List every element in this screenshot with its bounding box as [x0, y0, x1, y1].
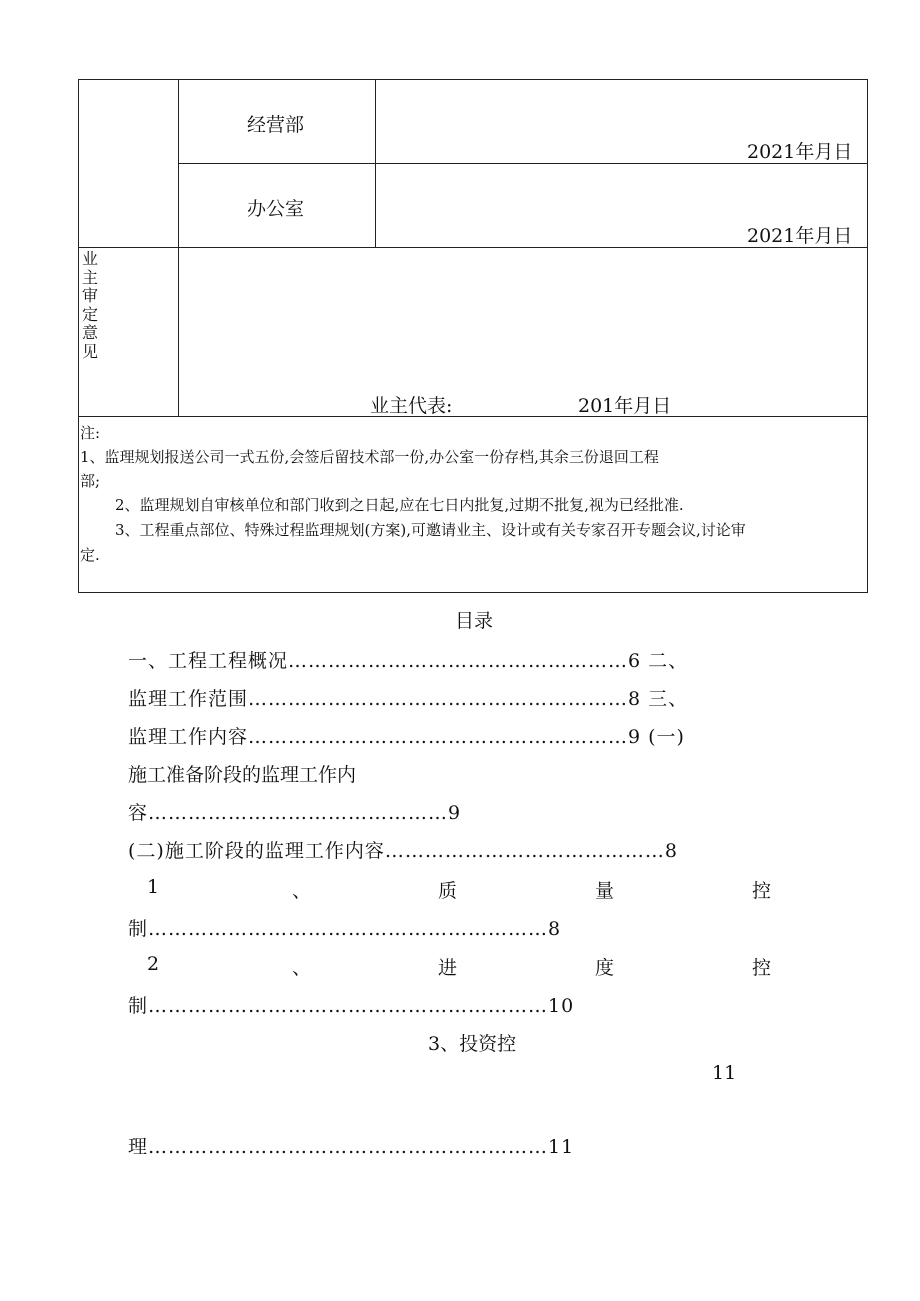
toc-line: 监理工作范围…………………………………………………8 三、 — [128, 688, 689, 710]
owner-opinion-char: 审 — [82, 286, 99, 305]
note-1-line-2: 部; — [80, 472, 101, 490]
toc-title: 目录 — [455, 610, 494, 632]
owner-opinion-char: 定 — [82, 304, 99, 324]
toc-line: 监理工作内容…………………………………………………9 (一) — [128, 726, 685, 748]
notes-heading: 注: — [80, 424, 101, 442]
toc-line: 制……………………………………………………10 — [128, 995, 575, 1017]
table-border-left — [78, 79, 79, 593]
toc-spread-char: 量 — [595, 880, 615, 902]
toc-spread-char: 进 — [438, 957, 458, 979]
owner-opinion-char: 意 — [82, 323, 99, 342]
toc-line: 理……………………………………………………11 — [128, 1136, 575, 1158]
dept2-date: 2021年月日 — [747, 225, 853, 247]
toc-spread-char: 质 — [438, 880, 458, 902]
toc-page-11: 11 — [712, 1062, 737, 1084]
owner-opinion-char: 主 — [82, 267, 99, 287]
toc-spread-char: 2 — [147, 953, 160, 975]
toc-line: 制……………………………………………………8 — [128, 918, 562, 940]
owner-opinion-label — [82, 250, 102, 361]
toc-spread-char: 、 — [292, 880, 312, 902]
toc-line: 一、工程工程概况……………………………………………6 二、 — [128, 650, 689, 672]
toc-line: (二)施工阶段的监理工作内容……………………………………8 — [128, 840, 678, 862]
note-3-line-2: 定. — [80, 546, 100, 564]
toc-line: 施工准备阶段的监理工作内 — [128, 764, 357, 786]
table-row-divider-3 — [78, 416, 868, 417]
note-1-line-1: 1、监理规划报送公司一式五份,会签后留技术部一份,办公室一份存档,其余三份退回工程 — [80, 448, 659, 466]
owner-opinion-char: 见 — [82, 341, 99, 361]
dept1-date: 2021年月日 — [747, 141, 853, 163]
table-border-bottom — [78, 592, 868, 593]
owner-opinion-char: 业 — [82, 249, 99, 268]
toc-spread-char: 1 — [147, 876, 160, 898]
dept1-label: 经营部 — [247, 114, 305, 136]
table-border-right — [867, 79, 868, 593]
note-2: 2、监理规划自审核单位和部门收到之日起,应在七日内批复,过期不批复,视为已经批准. — [115, 496, 684, 514]
toc-spread-char: 控 — [752, 957, 772, 979]
toc-item-3: 3、投资控 — [428, 1033, 517, 1055]
toc-line: 容………………………………………9 — [128, 802, 462, 824]
note-3-line-1: 3、工程重点部位、特殊过程监理规划(方案),可邀请业主、设计或有关专家召开专题会议,讨论审 — [115, 521, 746, 539]
dept2-label: 办公室 — [247, 198, 305, 220]
toc-spread-char: 度 — [595, 957, 615, 979]
toc-spread-char: 控 — [752, 880, 772, 902]
table-border-top — [78, 79, 868, 80]
owner-rep-date: 201年月日 — [578, 395, 672, 417]
owner-rep-label: 业主代表: — [370, 395, 453, 417]
toc-spread-char: 、 — [292, 957, 312, 979]
